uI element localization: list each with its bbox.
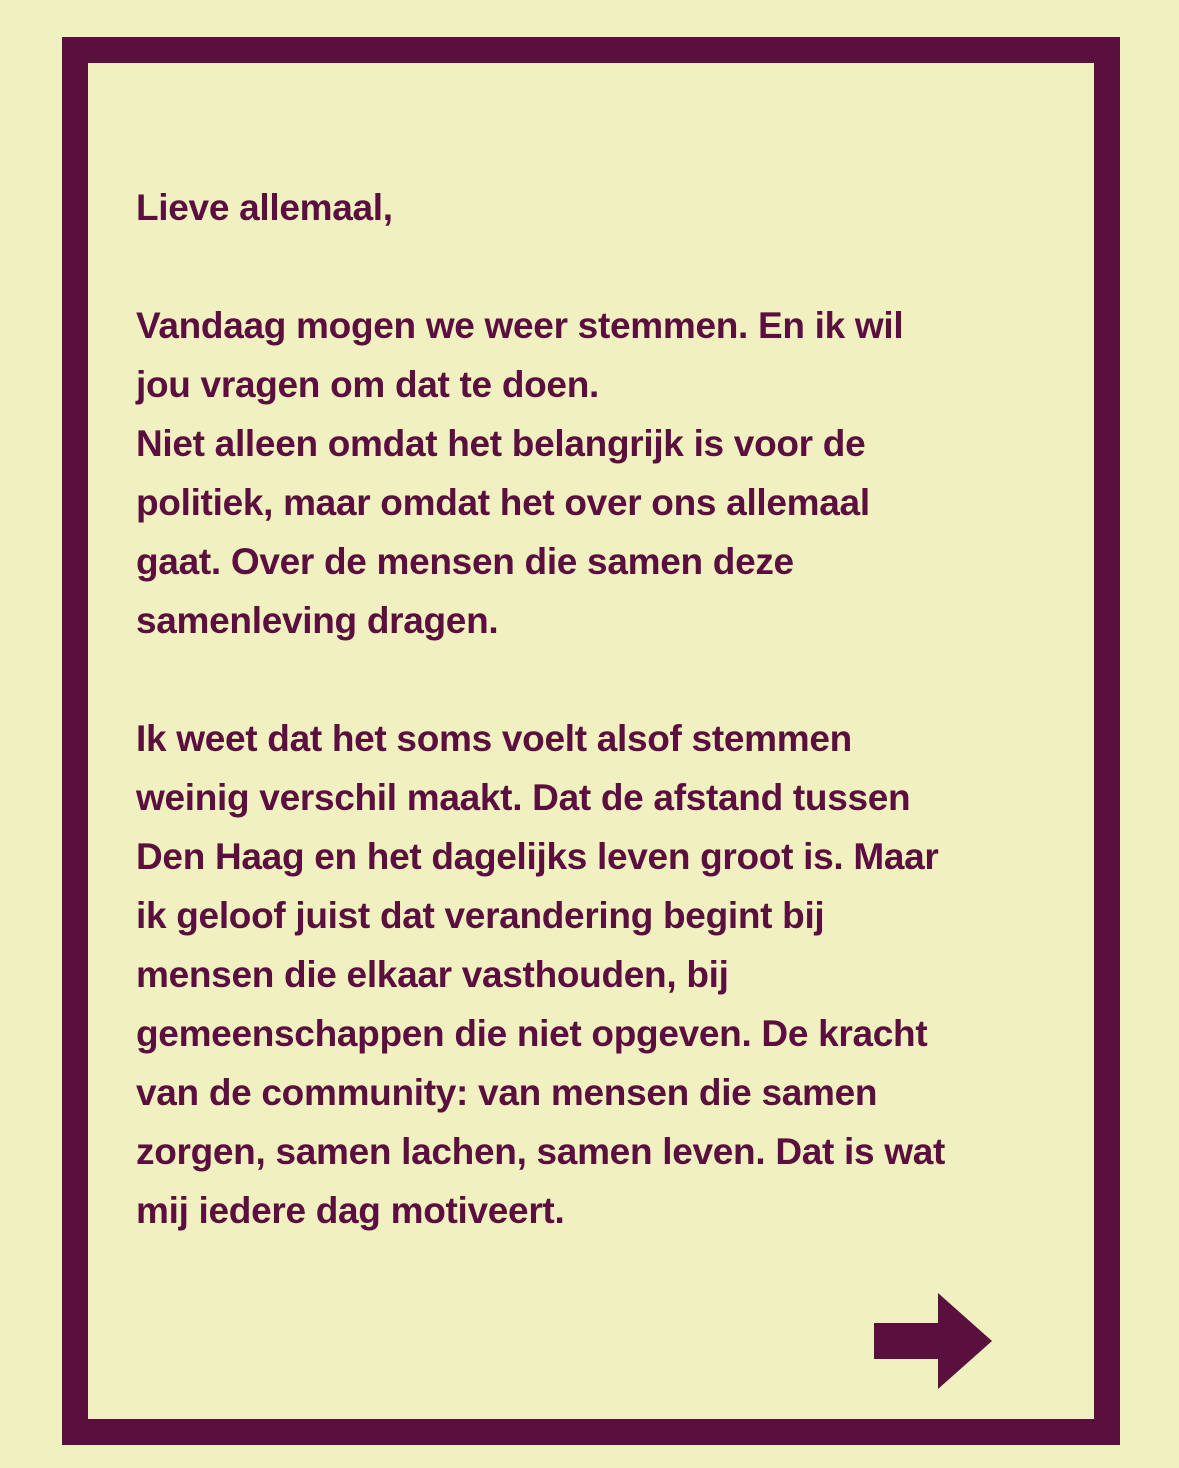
paragraph2-line: mensen die elkaar vasthouden, bij <box>136 954 729 995</box>
paragraph1-line: politiek, maar omdat het over ons allemaal <box>136 482 870 523</box>
arrow-right-icon[interactable] <box>874 1293 994 1389</box>
paragraph2-line: mij iedere dag motiveert. <box>136 1190 565 1231</box>
paragraph1-line: Niet alleen omdat het belangrijk is voor de <box>136 423 866 464</box>
paragraph-gap <box>136 650 1096 709</box>
paragraph2-line: ik geloof juist dat verandering begint bij <box>136 895 825 936</box>
paragraph2-line: Ik weet dat het soms voelt alsof stemmen <box>136 718 852 759</box>
paragraph2-line: van de community: van mensen die samen <box>136 1072 878 1113</box>
paragraph1-line: jou vragen om dat te doen. <box>136 364 599 405</box>
paragraph-gap <box>136 237 1096 296</box>
paragraph1-line: Vandaag mogen we weer stemmen. En ik wil <box>136 305 904 346</box>
paragraph1-line: samenleving dragen. <box>136 600 499 641</box>
paragraph2-line: Den Haag en het dagelijks leven groot is. Maar <box>136 836 939 877</box>
paragraph2-line: gemeenschappen die niet opgeven. De kracht <box>136 1013 928 1054</box>
arrow-right-icon-graphic <box>874 1293 994 1389</box>
greeting: Lieve allemaal, <box>136 187 393 228</box>
paragraph2-line: weinig verschil maakt. Dat de afstand tussen <box>136 777 911 818</box>
letter-body <box>136 178 1096 1240</box>
paragraph2-line: zorgen, samen lachen, samen leven. Dat is wat <box>136 1131 946 1172</box>
paragraph1-line: gaat. Over de mensen die samen deze <box>136 541 794 582</box>
